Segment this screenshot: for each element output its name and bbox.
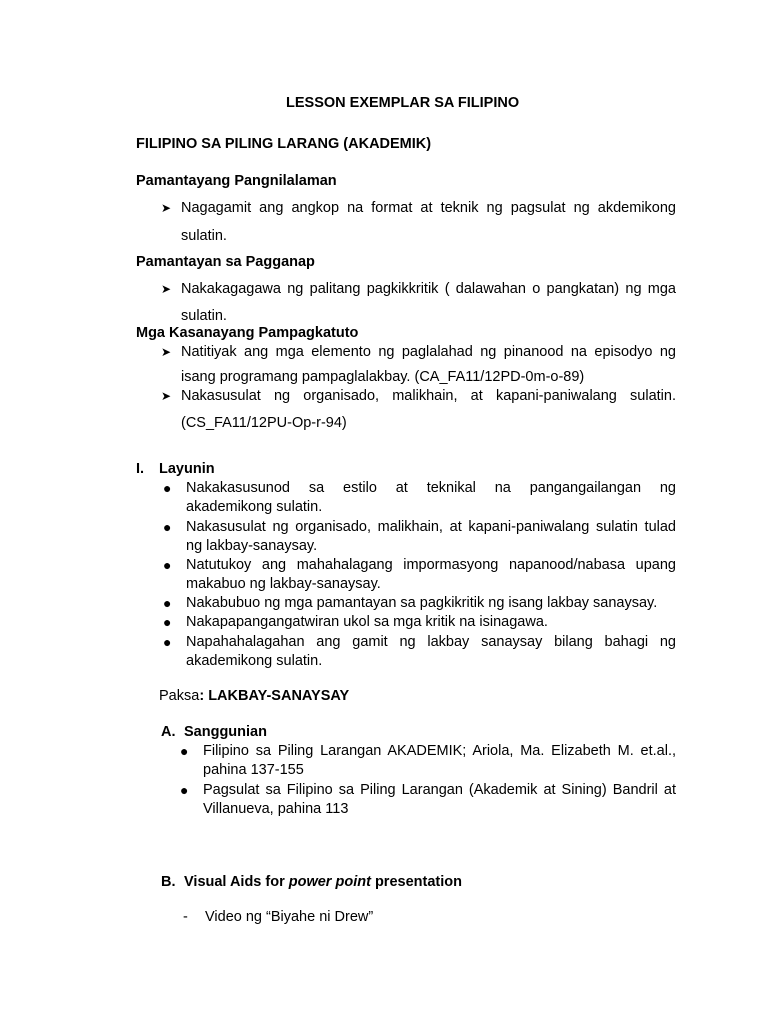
- visual-aids-heading-post: presentation: [370, 874, 462, 890]
- round-bullet-icon: ●: [180, 782, 189, 798]
- performance-standard-item-line2: sulatin.: [181, 308, 227, 324]
- performance-standard-item-line1: Nakakagagawa ng palitang pagkikkritik ( dalawahan o pangkatan) ng mga: [181, 281, 676, 297]
- objective-item-1-line1: Nakakasusunod sa estilo at teknikal na pangangailangan ng: [186, 480, 676, 496]
- content-standard-item-line1: Nagagamit ang angkop na format at teknik ng pagsulat ng akdemikong: [181, 200, 676, 216]
- topic-colon: :: [199, 688, 205, 704]
- round-bullet-icon: ●: [163, 614, 172, 630]
- visual-aid-item-1: Video ng “Biyahe ni Drew”: [205, 909, 374, 925]
- objective-item-6-line2: akademikong sulatin.: [186, 653, 323, 669]
- objectives-heading: Layunin: [159, 461, 215, 477]
- arrowhead-bullet-icon: ➤: [161, 201, 172, 215]
- objective-item-1-line2: akademikong sulatin.: [186, 499, 323, 515]
- round-bullet-icon: ●: [180, 743, 189, 759]
- document-title: LESSON EXEMPLAR SA FILIPINO: [286, 95, 520, 111]
- competencies-heading: Mga Kasanayang Pampagkatuto: [136, 325, 359, 341]
- round-bullet-icon: ●: [163, 595, 172, 611]
- competency-item-1-line1: Natitiyak ang mga elemento ng paglalahad ng pinanood na episodyo ng: [181, 344, 676, 360]
- performance-standard-heading: Pamantayan sa Pagganap: [136, 254, 315, 270]
- content-standard-heading: Pamantayang Pangnilalaman: [136, 173, 337, 189]
- objective-item-5: Nakapapangangatwiran ukol sa mga kritik na isinagawa.: [186, 614, 548, 630]
- reference-item-1-line1: Filipino sa Piling Larangan AKADEMIK; Ariola, Ma. Elizabeth M. et.al.,: [203, 743, 676, 759]
- round-bullet-icon: ●: [163, 519, 172, 535]
- visual-aids-heading-pre: Visual Aids for: [184, 874, 289, 890]
- objective-item-3-line1: Natutukoy ang mahahalagang impormasyong napanood/nabasa upang: [186, 557, 676, 573]
- reference-item-1-line2: pahina 137-155: [203, 762, 304, 778]
- arrowhead-bullet-icon: ➤: [161, 389, 172, 403]
- references-heading: Sanggunian: [184, 724, 267, 740]
- topic-value: LAKBAY-SANAYSAY: [208, 688, 350, 704]
- content-standard-item-line2: sulatin.: [181, 228, 227, 244]
- references-letter: A.: [161, 724, 176, 740]
- visual-aids-heading-em: power point: [288, 874, 371, 890]
- reference-item-2-line1: Pagsulat sa Filipino sa Piling Larangan (Akademik at Sining) Bandril at: [203, 782, 676, 798]
- arrowhead-bullet-icon: ➤: [161, 282, 172, 296]
- topic-line: [159, 687, 349, 705]
- round-bullet-icon: ●: [163, 557, 172, 573]
- objective-item-2-line1: Nakasusulat ng organisado, malikhain, at kapani-paniwalang sulatin tulad: [186, 519, 676, 535]
- objective-item-4: Nakabubuo ng mga pamantayan sa pagkikritik ng isang lakbay sanaysay.: [186, 595, 658, 611]
- competency-item-1-line2: isang programang pampaglalakbay. (CA_FA11/12PD-0m-o-89): [181, 369, 585, 385]
- round-bullet-icon: ●: [163, 480, 172, 496]
- topic-label: Paksa: [159, 688, 200, 704]
- objectives-numeral: I.: [136, 461, 145, 477]
- objective-item-3-line2: makabuo ng lakbay-sanaysay.: [186, 576, 381, 592]
- visual-aids-heading: [184, 873, 462, 891]
- dash-bullet: -: [183, 909, 188, 925]
- competency-item-2-line1: Nakasusulat ng organisado, malikhain, at kapani-paniwalang sulatin.: [181, 388, 676, 404]
- arrowhead-bullet-icon: ➤: [161, 345, 172, 359]
- subject-heading: FILIPINO SA PILING LARANG (AKADEMIK): [136, 136, 432, 152]
- round-bullet-icon: ●: [163, 634, 172, 650]
- objective-item-6-line1: Napahahalagahan ang gamit ng lakbay sanaysay bilang bahagi ng: [186, 634, 676, 650]
- visual-aids-letter: B.: [161, 874, 176, 890]
- objective-item-2-line2: ng lakbay-sanaysay.: [186, 538, 318, 554]
- reference-item-2-line2: Villanueva, pahina 113: [203, 801, 349, 817]
- competency-item-2-line2: (CS_FA11/12PU-Op-r-94): [181, 415, 347, 431]
